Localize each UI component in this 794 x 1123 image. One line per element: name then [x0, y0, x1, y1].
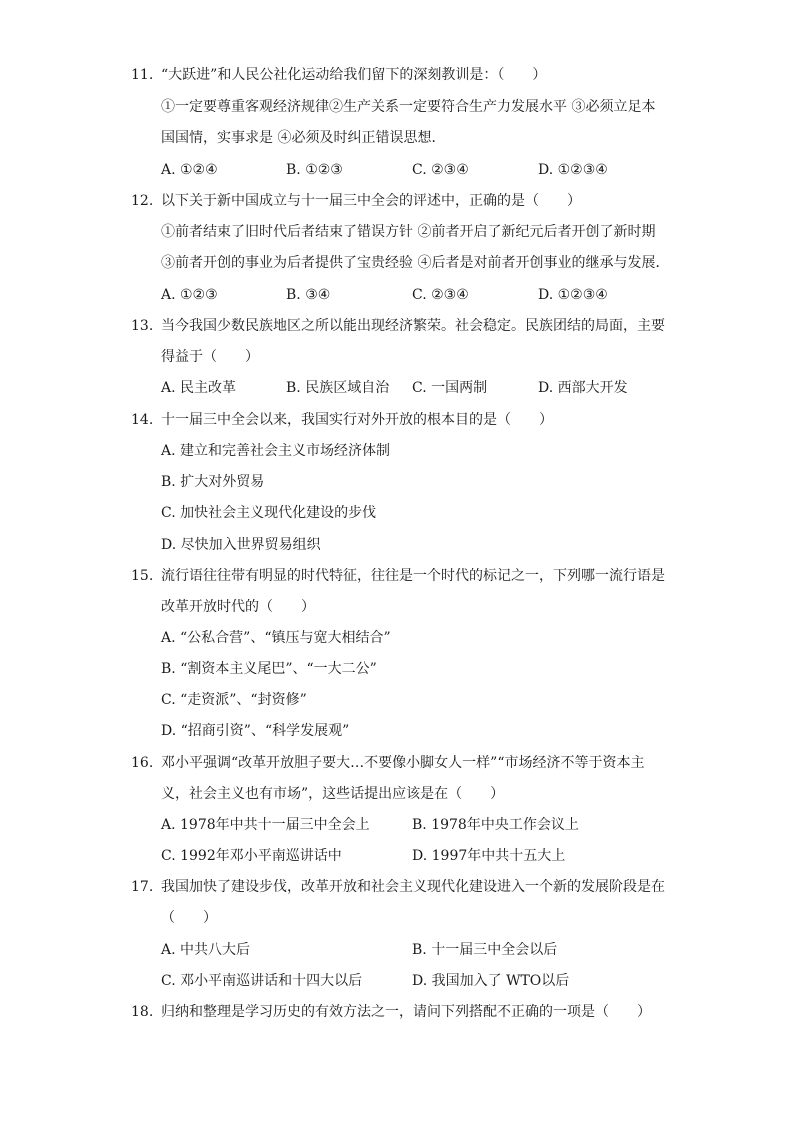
question-16-stem-line-2: 义，社会主义也有市场”，这些话提出应该是在（ ）	[161, 786, 505, 802]
question-12-option-a[interactable]: A. ①②③	[161, 287, 218, 303]
question-11-stem: “大跃进”和人民公社化运动给我们留下的深刻教训是：（ ）	[161, 67, 547, 83]
question-11-option-d[interactable]: D. ①②③④	[538, 162, 608, 178]
question-14-option-b[interactable]: B. 扩大对外贸易	[161, 474, 265, 490]
question-17-option-d[interactable]: D. 我国加入了 WTO以后	[412, 973, 570, 989]
question-18-stem: 归纳和整理是学习历史的有效方法之一，请问下列搭配不正确的一项是（ ）	[161, 1004, 651, 1020]
question-15-option-d[interactable]: D. “招商引资”、“科学发展观”	[161, 723, 350, 739]
question-11-statement-line-1: ①一定要尊重客观经济规律②生产关系一定要符合生产力发展水平 ③必须立足本	[161, 99, 656, 115]
question-15-option-b[interactable]: B. “割资本主义尾巴”、“一大二公”	[161, 661, 377, 677]
question-15-option-a[interactable]: A. “公私合营”、“镇压与宽大相结合”	[161, 630, 391, 646]
question-11-option-a[interactable]: A. ①②④	[161, 162, 218, 178]
question-15-option-c[interactable]: C. “走资派”、“封资修”	[161, 692, 307, 708]
question-17-stem-line-2: （ ）	[161, 910, 217, 926]
question-12-option-b[interactable]: B. ③④	[286, 287, 331, 303]
question-15-stem-line-2: 改革开放时代的（ ）	[161, 599, 315, 615]
question-12-option-c[interactable]: C. ②③④	[412, 287, 469, 303]
question-14-option-c[interactable]: C. 加快社会主义现代化建设的步伐	[161, 505, 377, 521]
question-13-option-b[interactable]: B. 民族区域自治	[286, 380, 390, 396]
question-14-option-a[interactable]: A. 建立和完善社会主义市场经济体制	[161, 443, 391, 459]
question-13-option-a[interactable]: A. 民主改革	[161, 380, 237, 396]
question-18-number: 18.	[131, 1004, 154, 1020]
question-11-option-c[interactable]: C. ②③④	[412, 162, 469, 178]
question-13-option-d[interactable]: D. 西部大开发	[538, 380, 628, 396]
question-16-stem-line-1: 邓小平强调“改革开放胆子要大…不要像小脚女人一样”“市场经济不等于资本主	[161, 755, 645, 771]
question-12-stem: 以下关于新中国成立与十一届三中全会的评述中，正确的是（ ）	[161, 193, 581, 209]
question-13-number: 13.	[131, 318, 154, 334]
question-13-option-c[interactable]: C. 一国两制	[412, 380, 488, 396]
question-17-stem-line-1: 我国加快了建设步伐，改革开放和社会主义现代化建设进入一个新的发展阶段是在	[161, 879, 665, 895]
question-16-option-d[interactable]: D. 1997年中共十五大上	[412, 848, 566, 864]
question-17-option-b[interactable]: B. 十一届三中全会以后	[412, 942, 558, 958]
question-16-option-c[interactable]: C. 1992年邓小平南巡讲话中	[161, 848, 342, 864]
question-17-option-c[interactable]: C. 邓小平南巡讲话和十四大以后	[161, 973, 363, 989]
question-12-number: 12.	[131, 193, 154, 209]
question-16-option-b[interactable]: B. 1978年中央工作会议上	[412, 817, 579, 833]
question-12-statement-line-2: ③前者开创的事业为后者提供了宝贵经验 ④后者是对前者开创事业的继承与发展．	[161, 255, 670, 271]
question-17-number: 17.	[131, 879, 154, 895]
question-12-statement-line-1: ①前者结束了旧时代后者结束了错误方针 ②前者开启了新纪元后者开创了新时期	[161, 224, 656, 240]
question-16-option-a[interactable]: A. 1978年中共十一届三中全会上	[161, 817, 370, 833]
question-11-number: 11.	[131, 67, 154, 83]
question-14-stem: 十一届三中全会以来，我国实行对外开放的根本目的是（ ）	[161, 412, 553, 428]
question-11-option-b[interactable]: B. ①②③	[286, 162, 343, 178]
question-16-number: 16.	[131, 755, 154, 771]
question-14-number: 14.	[131, 412, 154, 428]
question-12-option-d[interactable]: D. ①②③④	[538, 287, 608, 303]
question-14-option-d[interactable]: D. 尽快加入世界贸易组织	[161, 537, 321, 553]
question-15-stem-line-1: 流行语往往带有明显的时代特征，往往是一个时代的标记之一，下列哪一流行语是	[161, 568, 665, 584]
question-17-option-a[interactable]: A. 中共八大后	[161, 942, 251, 958]
question-13-stem-line-1: 当今我国少数民族地区之所以能出现经济繁荣。社会稳定。民族团结的局面，主要	[161, 318, 665, 334]
question-11-statement-line-2: 国国情，实事求是 ④必须及时纠正错误思想．	[161, 130, 446, 146]
question-13-stem-line-2: 得益于（ ）	[161, 349, 259, 365]
question-15-number: 15.	[131, 568, 154, 584]
